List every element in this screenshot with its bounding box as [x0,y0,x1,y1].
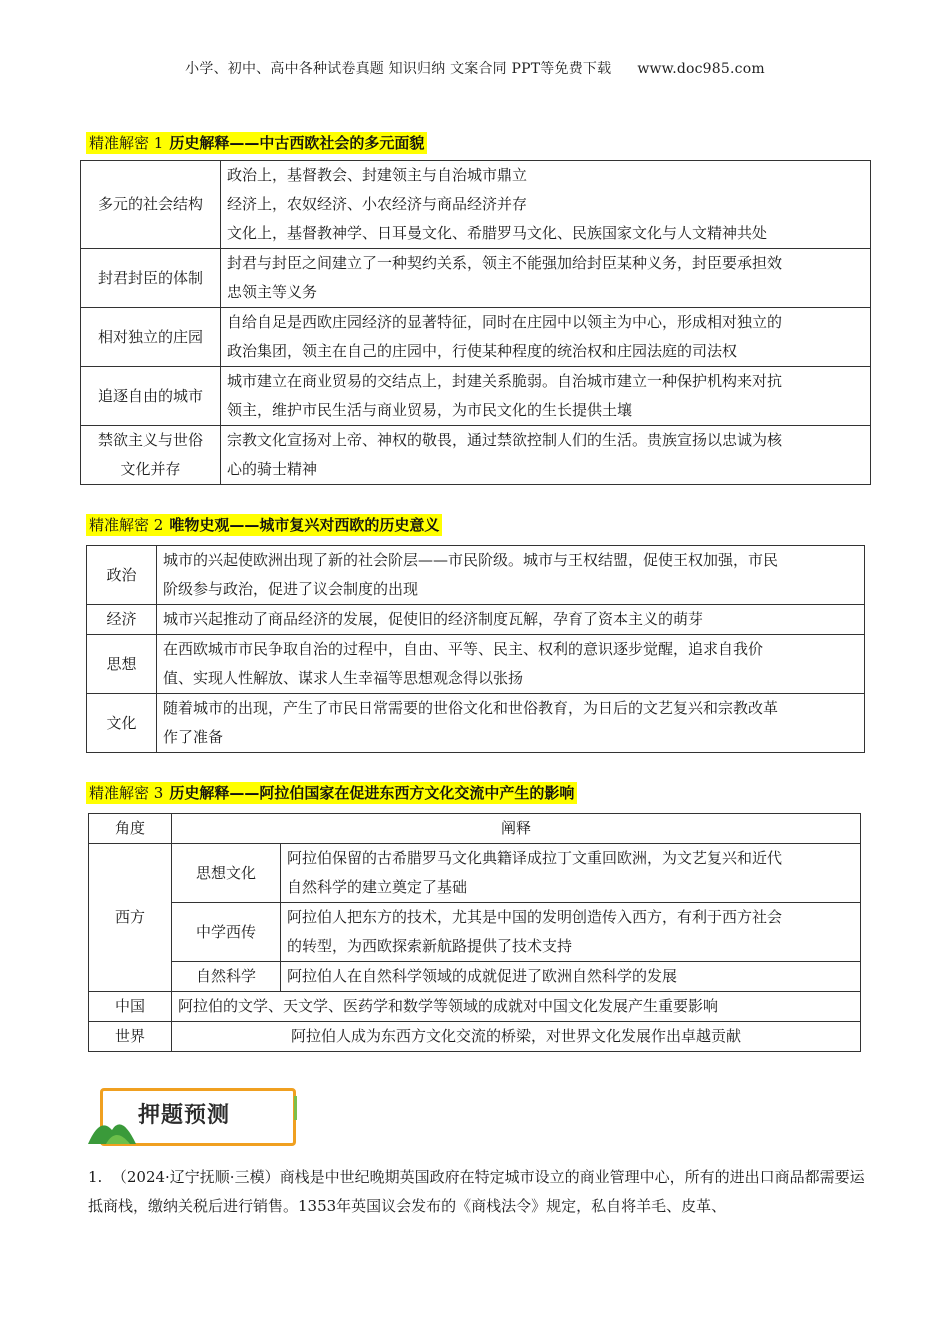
row-content [281,962,861,992]
row-line: 心的骑士精神 [227,460,318,478]
row-key: 经济 [87,605,157,635]
row-line: 文化上，基督教神学、日耳曼文化、希腊罗马文化、民族国家文化与人文精神共处 [227,224,768,242]
table-row [81,161,871,249]
row-line: 领主，维护市民生活与商业贸易，为市民文化的生长提供土壤 [227,401,633,419]
row-line: 在西欧城市市民争取自治的过程中，自由、平等、民主、权利的意识逐步觉醒，追求自我价 [163,640,764,658]
section2-label: 精准解密 2 [89,516,164,534]
table-row [87,546,865,605]
question-text: （2024·辽宁抚顺·三模）商栈是中世纪晚期英国政府在特定城市设立的商业管理中心，所有的进出口商品都需要运抵商栈，缴纳关税后进行销售。1353年英国议会发布的《商栈法令》规定，私自将羊毛、皮革、 [88,1168,865,1215]
row-key-line: 禁欲主义与世俗 [97,431,203,449]
table-row [81,367,871,426]
row-line: 政治集团，领主在自己的庄园中，行使某种程度的统治权和庄园法庭的司法权 [227,342,738,360]
table-row [87,694,865,753]
row-content [221,426,871,485]
row-line: 作了准备 [163,728,224,746]
section1-title [86,132,427,154]
question-1 [88,1163,868,1221]
header-site-link[interactable]: www.doc985.com [637,61,765,77]
row-key: 文化 [87,694,157,753]
badge-text: 押题预测 [138,1103,231,1128]
row-line: 随着城市的出现，产生了市民日常需要的世俗文化和世俗教育，为日后的文艺复兴和宗教改革 [163,699,779,717]
row-key: 追逐自由的城市 [81,367,221,426]
table-row [89,903,861,962]
table-row [81,308,871,367]
row-line: 城市建立在商业贸易的交结点上，封建关系脆弱。自治城市建立一种保护机构来对抗 [227,372,783,390]
row-content [281,903,861,962]
row-content: 阿拉伯人成为东西方文化交流的桥梁，对世界文化发展作出卓越贡献 [172,1022,861,1052]
row-key: 西方 [89,844,172,992]
table-row [89,962,861,992]
row-subkey: 思想文化 [172,844,281,903]
row-line: 自给自足是西欧庄园经济的显著特征，同时在庄园中以领主为中心，形成相对独立的 [227,313,783,331]
row-key: 思想 [87,635,157,694]
row-key: 中国 [89,992,172,1022]
page-header [0,58,950,78]
row-key-line: 文化并存 [120,460,181,478]
table-row [87,605,865,635]
table-row [81,249,871,308]
section1-label: 精准解密 1 [89,134,164,152]
badge-accent [294,1096,297,1120]
row-line: 自然科学的建立奠定了基础 [287,878,468,896]
row-subkey: 中学西传 [172,903,281,962]
row-line: 政治上，基督教会、封建领主与自治城市鼎立 [227,166,528,184]
row-key: 世界 [89,1022,172,1052]
section3-table [88,813,861,1052]
row-subkey: 自然科学 [172,962,281,992]
row-key: 多元的社会结构 [81,161,221,249]
row-content [157,546,865,605]
column-header: 角度 [89,814,172,844]
row-line: 封君与封臣之间建立了一种契约关系，领主不能强加给封臣某种义务，封臣要承担效 [227,254,783,272]
section3-label: 精准解密 3 [89,784,164,802]
question-number: 1. [88,1168,103,1186]
row-content: 阿拉伯的文学、天文学、医药学和数学等领域的成就对中国文化发展产生重要影响 [172,992,861,1022]
table-row [89,1022,861,1052]
table-row [81,426,871,485]
row-line: 阿拉伯保留的古希腊罗马文化典籍译成拉丁文重回欧洲，为文艺复兴和近代 [287,849,783,867]
hills-icon [86,1110,146,1146]
row-line: 阿拉伯人把东方的技术，尤其是中国的发明创造传入西方，有利于西方社会 [287,908,783,926]
row-line: 宗教文化宣扬对上帝、神权的敬畏，通过禁欲控制人们的生活。贵族宣扬以忠诚为核 [227,431,783,449]
section2-heading: 唯物史观——城市复兴对西欧的历史意义 [169,516,440,534]
section3-heading: 历史解释——阿拉伯国家在促进东西方文化交流中产生的影响 [169,784,575,802]
row-content [281,844,861,903]
row-line: 阿拉伯人在自然科学领域的成就促进了欧洲自然科学的发展 [287,967,678,985]
section3-title [86,782,577,804]
column-header: 阐释 [172,814,861,844]
row-key: 相对独立的庄园 [81,308,221,367]
row-line: 阶级参与政治，促进了议会制度的出现 [163,580,419,598]
table-header-row [89,814,861,844]
row-content [221,249,871,308]
row-content [221,308,871,367]
section2-title [86,514,442,536]
table-row [89,844,861,903]
row-line: 的转型，为西欧探索新航路提供了技术支持 [287,937,573,955]
row-key [81,426,221,485]
row-line: 城市兴起推动了商品经济的发展，促使旧的经济制度瓦解，孕育了资本主义的萌芽 [163,610,704,628]
section1-heading: 历史解释——中古西欧社会的多元面貌 [169,134,425,152]
row-content [221,367,871,426]
table-row [89,992,861,1022]
row-line: 经济上，农奴经济、小农经济与商品经济并存 [227,195,528,213]
header-text: 小学、初中、高中各种试卷真题 知识归纳 文案合同 PPT等免费下载 [185,61,612,77]
prediction-badge [86,1084,296,1146]
row-content [157,635,865,694]
row-key: 政治 [87,546,157,605]
table-row [87,635,865,694]
section2-table [86,545,865,753]
row-line: 城市的兴起使欧洲出现了新的社会阶层——市民阶级。城市与王权结盟，促使王权加强，市民 [163,551,779,569]
section1-table [80,160,871,485]
row-content [221,161,871,249]
row-key: 封君封臣的体制 [81,249,221,308]
row-line: 值、实现人性解放、谋求人生幸福等思想观念得以张扬 [163,669,524,687]
row-content [157,605,865,635]
row-line: 忠领主等义务 [227,283,318,301]
row-content [157,694,865,753]
